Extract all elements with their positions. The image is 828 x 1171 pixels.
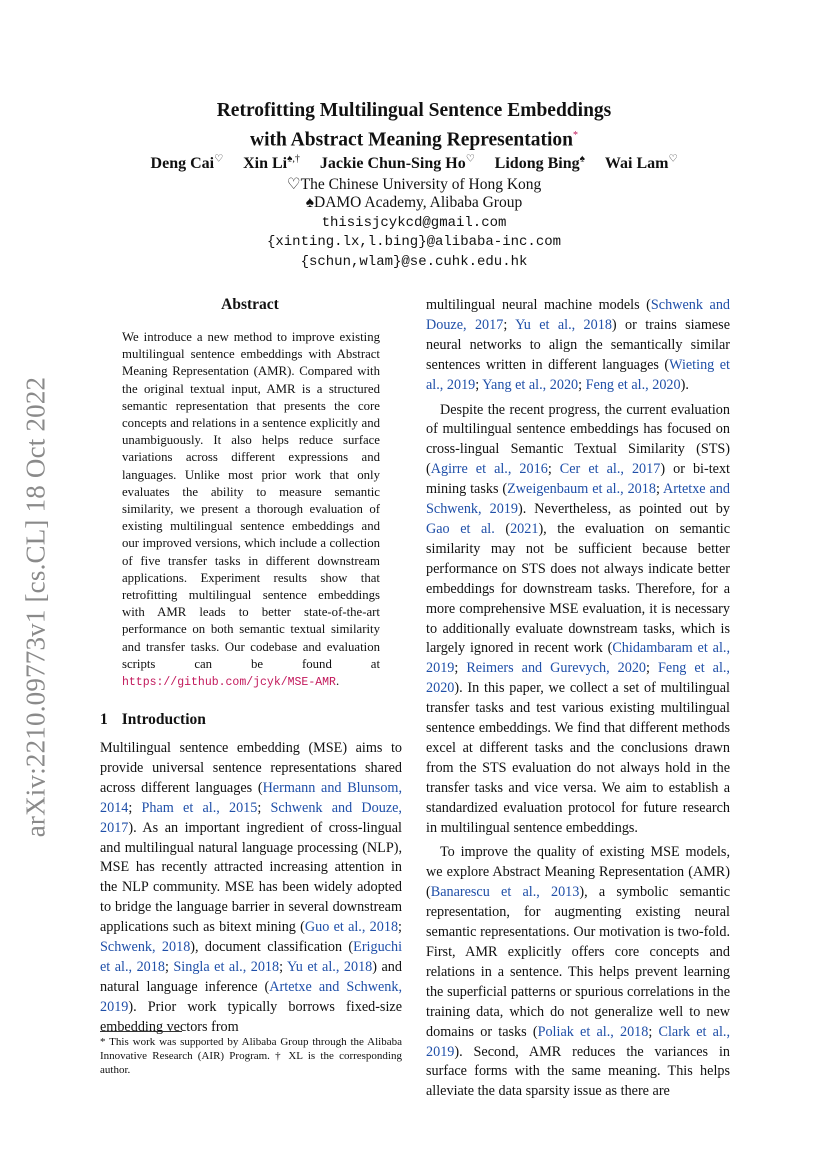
right-paragraph-2: To improve the quality of existing MSE models, we explore Abstract Meaning Representation (AMR) (Banarescu et al., 2013), a symbolic semantic representation, for augmenting existing neural semantic representations. Our motivation is two-fold. First, AMR explicitly offers core concepts and relations in a sentence. This helps prevent learning the superficial patterns or spurious correlations in the training data, which do not generalize well to new domains or tasks (Poliak et al., 2018; Clark et al., 2019). Second, AMR reduces the variances in surface forms with the same meaning. This helps alleviate the data sparsity issue as there are — [426, 844, 730, 1100]
author-2-name: Xin Li — [243, 155, 288, 173]
right-paragraph-1: Despite the recent progress, the current evaluation of multilingual sentence embeddings has focused on cross-lingual Semantic Textual Similarity (STS) (Agirre et al., 2016; Cer et al., 2017) or bi-text mining tasks (Zweigenbaum et al., 2018; Artetxe and Schwenk, 2019). Nevertheless, as pointed out by Gao et al. (2021), the evaluation on semantic similarity may not be sufficient because better performance on STS does not always indicate better embeddings for downstream tasks. Therefore, for a more comprehensive MSE evaluation, it is necessary to additionally evaluate downstream tasks, which is largely ignored in recent work (Chidambaram et al., 2019; Reimers and Gurevych, 2020; Feng et al., 2020). In this paper, we collect a set of multilingual transfer tasks and test various existing multilingual sentence embeddings. We find that different methods excel at different tasks and the conclusions drawn from the STS evaluation do not always hold in the transfer tasks and vice versa. We aim to establish a standardized evaluation protocol for future research in multilingual sentence embeddings. — [426, 401, 730, 836]
paper-title — [100, 98, 728, 153]
title-line-2 — [100, 123, 728, 153]
citation-link[interactable]: Singla et al., 2018 — [173, 958, 280, 975]
citation-link[interactable]: Chidambaram et al., 2019 — [426, 640, 730, 677]
abstract-heading: Abstract — [221, 296, 279, 313]
author-4-mark: ♠ — [579, 154, 585, 165]
arxiv-stamp-text: arXiv:2210.09773v1 [cs.CL] 18 Oct 2022 — [20, 376, 51, 838]
citation-link[interactable]: Schwenk and Douze, 2017 — [426, 297, 731, 333]
citation-link[interactable]: Yu et al., 2018 — [515, 316, 612, 333]
author-5 — [605, 155, 678, 172]
author-1 — [151, 155, 224, 172]
footnote: * This work was supported by Alibaba Group through the Alibaba Innovative Research (AIR) Program. † XL is the corresponding author. — [100, 1036, 402, 1077]
author-list — [100, 154, 728, 173]
email-1[interactable]: thisisjcykcd@gmail.com — [321, 215, 507, 231]
abstract-body — [122, 329, 380, 691]
citation-link[interactable]: Yu et al., 2018 — [287, 958, 373, 975]
title-footnote-mark: * — [573, 130, 578, 141]
citation-link[interactable]: Wieting et al., 2019 — [426, 356, 730, 393]
email-2[interactable]: {xinting.lx,l.bing}@alibaba-inc.com — [266, 234, 562, 250]
citation-link[interactable]: Guo et al., 2018 — [304, 919, 399, 936]
citation-link[interactable]: Hermann and Blunsom, 2014 — [100, 779, 402, 816]
section-number: 1 — [100, 711, 108, 728]
intro-paragraph-1: Multilingual sentence embedding (MSE) aims to provide universal sentence representations shared across different languages (Hermann and Blunsom, 2014; Pham et al., 2015; Schwenk and Douze, 2017). As an important ingredient of cross-lingual and multilingual natural language processing (NLP), MSE has recently attracted increasing attention in the NLP community. MSE has been widely adopted to bridge the language barrier in several downstream applications such as bitext mining (Guo et al., 2018; Schwenk, 2018), document classification (Eriguchi et al., 2018; Singla et al., 2018; Yu et al., 2018) and natural language inference (Artetxe and Schwenk, 2019). Prior work typically borrows fixed-size embedding vectors from — [100, 740, 403, 1035]
citation-link[interactable]: Agirre et al., 2016 — [430, 461, 548, 478]
citation-link[interactable]: Schwenk, 2018 — [100, 939, 191, 956]
author-3 — [320, 155, 475, 172]
title-line-2-text: with Abstract Meaning Representation — [250, 129, 573, 151]
citation-link[interactable]: Gao et al. — [426, 520, 495, 537]
footnote-rule — [100, 1031, 182, 1032]
abstract-text: We introduce a new method to improve existing multilingual sentence embeddings with Abstract Meaning Representation (AMR). Compared with the original textual input, AMR is a structured semantic representation that presents the core concepts and relations in a sentence explicitly and unambiguously. It also helps reduce surface variations across different expressions and languages. Unlike most prior work that only evaluates the ability to measure semantic similarity, we present a thorough evaluation of existing multilingual sentence embeddings and our improved versions, which include a collection of five transfer tasks in different downstream applications. Experiment results show that retrofitting multilingual sentence embeddings with AMR leads to better state-of-the-art performance on both semantic textual similarity and transfer tasks. Our codebase and evaluation scripts can be found at — [122, 330, 380, 671]
right-paragraph-0: multilingual neural machine models (Schwenk and Douze, 2017; Yu et al., 2018) or trains siamese neural networks to align the semantically similar sentences written in different languages (Wieting et al., 2019; Yang et al., 2020; Feng et al., 2020). — [426, 297, 731, 393]
author-5-name: Wai Lam — [604, 155, 669, 173]
citation-link[interactable]: Feng et al., 2020 — [426, 660, 730, 697]
author-5-mark: ♡ — [668, 154, 678, 165]
section-heading-introduction — [100, 711, 206, 729]
citation-link[interactable]: Pham et al., 2015 — [141, 799, 258, 816]
right-column — [426, 296, 730, 1102]
section-title: Introduction — [121, 711, 206, 728]
affiliation-damo: ♠DAMO Academy, Alibaba Group — [305, 194, 523, 211]
citation-link[interactable]: Yang et al., 2020 — [482, 376, 579, 393]
affiliation-cuhk: ♡The Chinese University of Hong Kong — [286, 176, 542, 193]
citation-link[interactable]: Schwenk and Douze, 2017 — [100, 799, 402, 836]
citation-link[interactable]: Clark et al., 2019 — [426, 1023, 730, 1060]
citation-link[interactable]: Poliak et al., 2018 — [537, 1023, 649, 1040]
citation-link[interactable]: Zweigenbaum et al., 2018 — [507, 481, 656, 498]
email-3[interactable]: {schun,wlam}@se.cuhk.edu.hk — [300, 254, 528, 270]
citation-link[interactable]: Eriguchi et al., 2018 — [100, 939, 403, 975]
title-line-1: Retrofitting Multilingual Sentence Embeddings — [216, 100, 612, 121]
author-1-name: Deng Cai — [150, 155, 215, 173]
arxiv-stamp — [10, 365, 62, 850]
citation-link[interactable]: 2021 — [510, 520, 539, 537]
citation-link[interactable]: Banarescu et al., 2013 — [430, 884, 580, 901]
author-1-mark: ♡ — [214, 154, 224, 165]
citation-link[interactable]: Feng et al., 2020 — [585, 376, 681, 393]
citation-link[interactable]: Cer et al., 2017 — [559, 461, 661, 478]
citation-link[interactable]: Artetxe and Schwenk, 2019 — [100, 978, 402, 1015]
citation-link[interactable]: Artetxe and Schwenk, 2019 — [426, 481, 730, 518]
author-2-mark: ♠,† — [287, 154, 300, 165]
author-4-name: Lidong Bing — [494, 155, 580, 173]
codebase-link[interactable]: https://github.com/jcyk/MSE-AMR — [122, 676, 336, 690]
author-2 — [243, 155, 300, 172]
author-3-mark: ♡ — [465, 154, 475, 165]
citation-link[interactable]: Reimers and Gurevych, 2020 — [466, 660, 647, 677]
author-3-name: Jackie Chun-Sing Ho — [319, 155, 466, 173]
author-4 — [495, 155, 585, 172]
abstract-end: . — [335, 674, 340, 689]
